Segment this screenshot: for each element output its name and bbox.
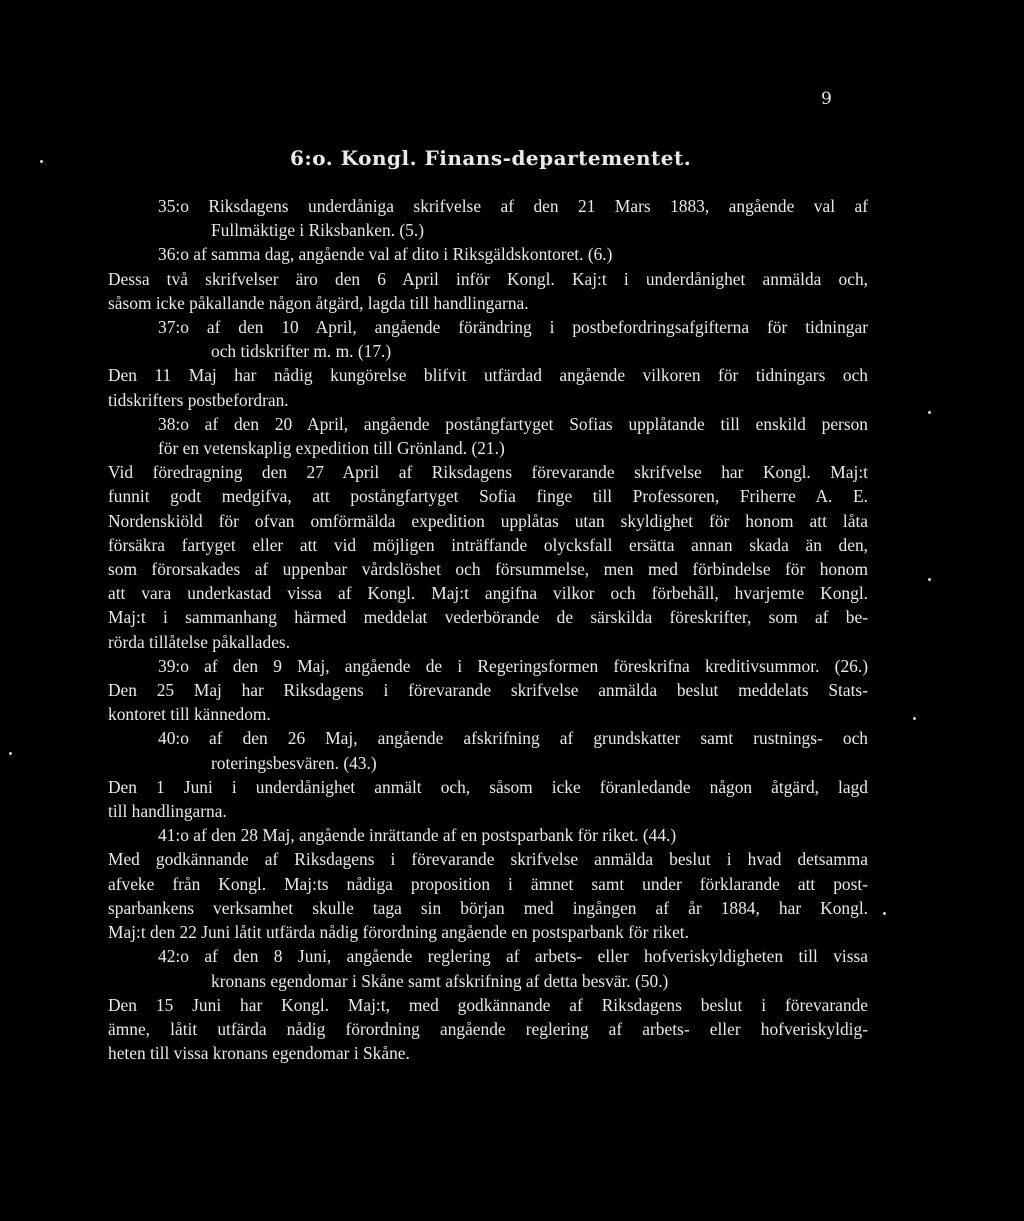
text-line: 41:o af den 28 Maj, angående inrättande af en postsparbank för riket. (44.) [158, 825, 677, 846]
text-line: funnit godt medgifva, att postångfartyget Sofia finge till Professoren, Friherre A. E. [108, 486, 868, 507]
text-line: 37:o af den 10 April, angående förändring i postbefordringsafgifterna för tidningar [158, 317, 868, 338]
scan-speck [883, 912, 886, 915]
text-line: till handlingarna. [108, 801, 227, 822]
text-line: såsom icke påkallande någon åtgärd, lagda till handlingarna. [108, 292, 529, 313]
scan-speck [928, 411, 931, 414]
text-line: 40:o af den 26 Maj, angående afskrifning af grundskatter samt rustnings- och [158, 728, 868, 749]
text-line: Maj:t i sammanhang härmed meddelat vederbörande de särskilda föreskrifter, som af be- [108, 607, 868, 628]
text-line: sparbankens verksamhet skulle taga sin början med ingången af år 1884, har Kongl. [108, 897, 868, 918]
scan-speck [928, 578, 931, 581]
text-line: Den 15 Juni har Kongl. Maj:t, med godkännande af Riksdagens beslut i förevarande [108, 994, 868, 1015]
page-number: 9 [821, 89, 832, 109]
text-line: Den 1 Juni i underdånighet anmält och, såsom icke föranledande någon åtgärd, lagd [108, 776, 868, 797]
text-line: Fullmäktige i Riksbanken. (5.) [211, 220, 425, 241]
text-line: Med godkännande af Riksdagens i förevarande skrifvelse anmälda beslut i hvad detsamma [108, 849, 868, 870]
text-line: tidskrifters postbefordran. [108, 389, 289, 410]
text-line: heten till vissa kronans egendomar i Skåne. [108, 1043, 410, 1064]
text-line: som förorsakades af uppenbar vårdslöshet och försummelse, men med förbindelse för honom [108, 559, 868, 580]
scan-speck [913, 717, 916, 720]
text-line: rörda tillåtelse påkallades. [108, 631, 291, 652]
text-line: afveke från Kongl. Maj:ts nådiga proposition i ämnet samt under förklarande att post- [108, 873, 868, 894]
body-text [108, 194, 868, 1065]
text-line: försäkra fartyget eller att vid möjligen inträffande olycksfall ersätta annan skada än den, [108, 534, 868, 555]
text-line: Dessa två skrifvelser äro den 6 April inför Kongl. Kaj:t i underdånighet anmälda och, [108, 268, 868, 289]
text-line: Den 11 Maj har nådig kungörelse blifvit utfärdad angående vilkoren för tidningars och [108, 365, 868, 386]
text-line: ämne, låtit utfärda nådig förordning angående reglering af arbets- eller hofveriskyldig- [108, 1018, 868, 1039]
page-title: 6:o. Kongl. Finans-departementet. [290, 146, 692, 170]
text-line: att vara underkastad vissa af Kongl. Maj:t angifna vilkor och förbehåll, hvarjemte Kongl. [108, 583, 868, 604]
text-line: kontoret till kännedom. [108, 704, 271, 725]
text-line: 35:o Riksdagens underdåniga skrifvelse af den 21 Mars 1883, angående val af [158, 196, 868, 216]
text-line: 39:o af den 9 Maj, angående de i Regeringsformen föreskrifna kreditivsummor. (26.) [158, 655, 868, 676]
text-line: kronans egendomar i Skåne samt afskrifning af detta besvär. (50.) [211, 970, 669, 991]
text-line: Vid föredragning den 27 April af Riksdagens förevarande skrifvelse har Kongl. Maj:t [108, 462, 868, 483]
text-line: 38:o af den 20 April, angående postångfartyget Sofias upplåtande till enskild person [158, 413, 868, 434]
text-line: roteringsbesvären. (43.) [211, 752, 377, 773]
text-line: 42:o af den 8 Juni, angående reglering af arbets- eller hofveriskyldigheten till vissa [158, 946, 868, 967]
text-line: Nordenskiöld för ofvan omförmälda expedition upplåtas utan skyldighet för honom att låta [108, 510, 868, 531]
text-line: för en vetenskaplig expedition till Grönland. (21.) [158, 438, 505, 459]
text-line: Maj:t den 22 Juni låtit utfärda nådig förordning angående en postsparbank för riket. [108, 922, 689, 943]
text-line: 36:o af samma dag, angående val af dito i Riksgäldskontoret. (6.) [158, 244, 613, 265]
scan-speck [40, 160, 43, 163]
text-line: och tidskrifter m. m. (17.) [211, 341, 392, 362]
text-line: Den 25 Maj har Riksdagens i förevarande skrifvelse anmälda beslut meddelats Stats- [108, 680, 868, 701]
scan-speck [9, 752, 12, 755]
